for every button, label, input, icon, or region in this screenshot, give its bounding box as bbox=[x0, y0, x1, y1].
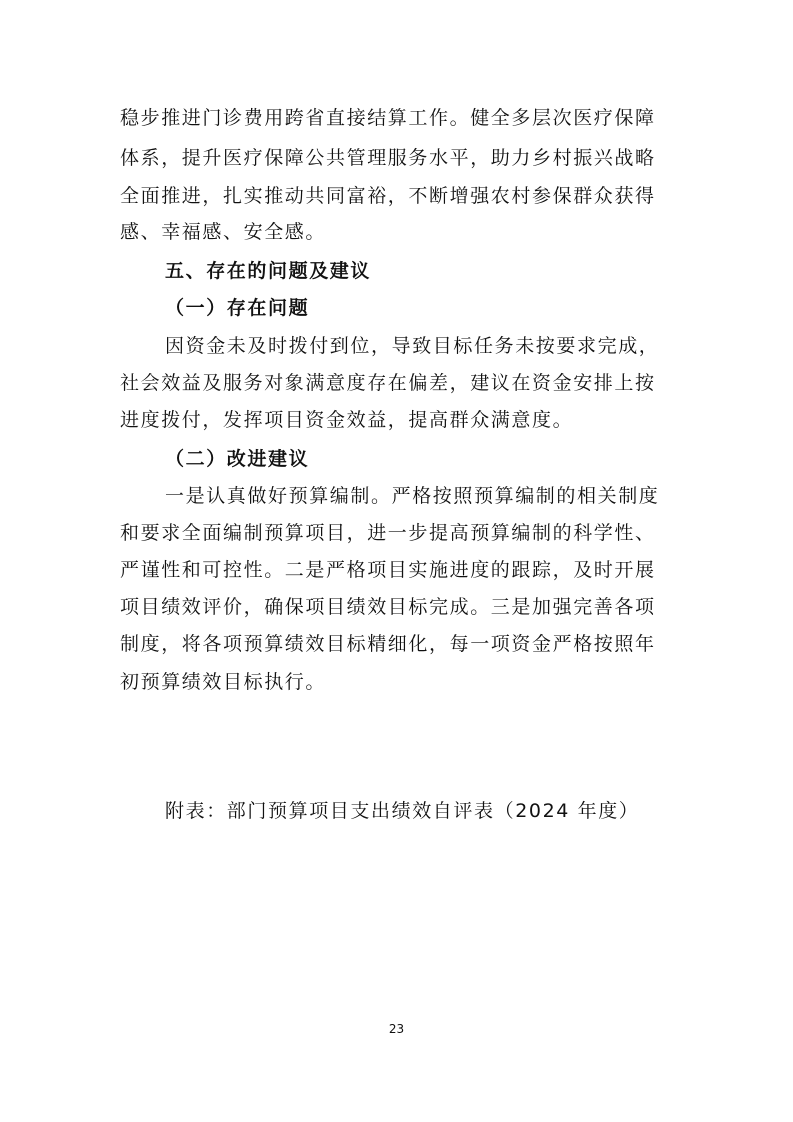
text-line: 初预算绩效目标执行。 bbox=[120, 671, 327, 693]
sub-heading-suggestions: （二）改进建议 bbox=[165, 448, 310, 470]
text-line: 社会效益及服务对象满意度存在偏差，建议在资金安排上按 bbox=[120, 372, 656, 394]
text-line: 感、幸福感、安全感。 bbox=[120, 221, 327, 243]
text-line: 和要求全面编制预算项目，进一步提高预算编制的科学性、 bbox=[120, 522, 656, 544]
page-number: 23 bbox=[388, 1022, 405, 1036]
text-line: 进度拨付，发挥项目资金效益，提高群众满意度。 bbox=[120, 409, 574, 431]
text-line: 体系，提升医疗保障公共管理服务水平，助力乡村振兴战略 bbox=[120, 147, 656, 169]
attachment-note: 附表：部门预算项目支出绩效自评表（2024 年度） bbox=[165, 800, 640, 822]
text-line: 稳步推进门诊费用跨省直接结算工作。健全多层次医疗保障 bbox=[120, 107, 656, 129]
section-heading: 五、存在的问题及建议 bbox=[165, 260, 372, 282]
text-line: 一是认真做好预算编制。严格按照预算编制的相关制度 bbox=[165, 485, 660, 507]
sub-heading-problems: （一）存在问题 bbox=[165, 297, 310, 319]
text-line: 严谨性和可控性。二是严格项目实施进度的跟踪，及时开展 bbox=[120, 559, 656, 581]
text-line: 全面推进，扎实推动共同富裕，不断增强农村参保群众获得 bbox=[120, 185, 656, 207]
text-line: 项目绩效评价，确保项目绩效目标完成。三是加强完善各项 bbox=[120, 596, 656, 618]
text-line: 因资金未及时拨付到位，导致目标任务未按要求完成， bbox=[165, 335, 660, 357]
text-line: 制度，将各项预算绩效目标精细化，每一项资金严格按照年 bbox=[120, 633, 656, 655]
